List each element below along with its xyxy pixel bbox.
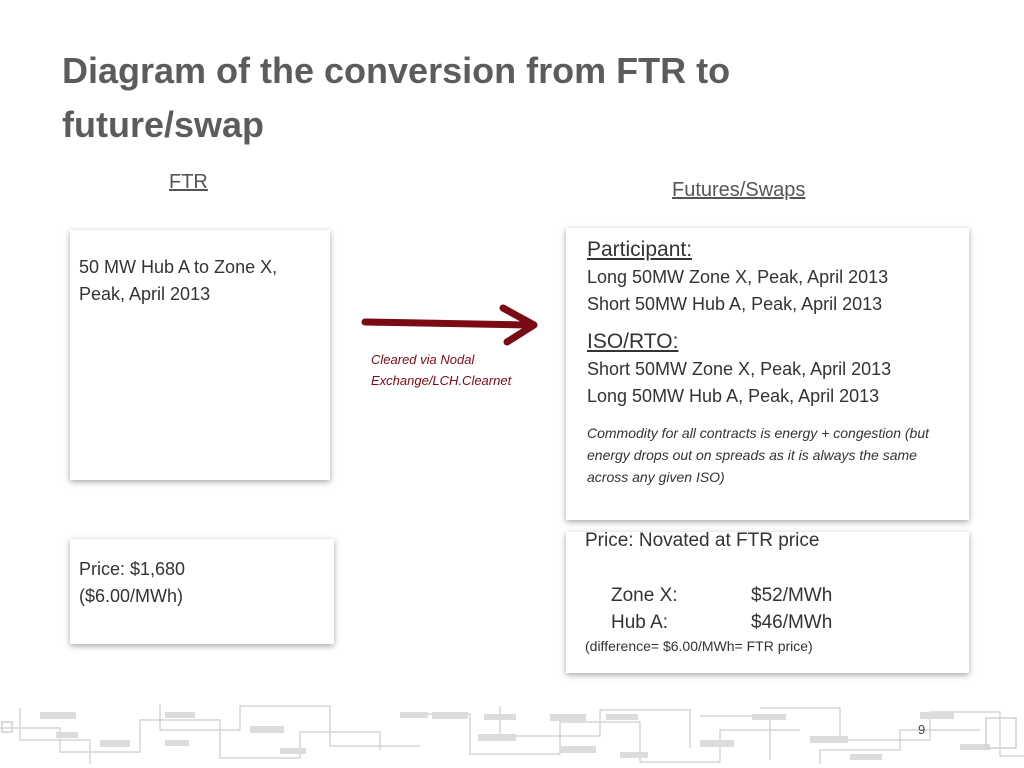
ftr-price-text	[79, 556, 185, 610]
ftr-heading: FTR	[169, 171, 208, 193]
participant-heading: Participant:	[587, 238, 693, 261]
ftr-price-box	[70, 539, 334, 644]
circuit-pattern-decoration	[0, 700, 1024, 768]
slide-title	[62, 44, 962, 152]
zone-x-price: $52/MWh	[751, 585, 833, 606]
page-number: 9	[918, 722, 926, 737]
futures-heading: Futures/Swaps	[672, 179, 806, 201]
futures-price-box	[566, 532, 969, 673]
ftr-price-line-2: ($6.00/MWh)	[79, 586, 184, 606]
participant-line-1: Long 50MW Zone X, Peak, April 2013	[587, 267, 889, 287]
ftr-contract-text	[79, 254, 324, 308]
futures-price-heading: Price: Novated at FTR price	[585, 530, 820, 551]
iso-rto-line-1: Short 50MW Zone X, Peak, April 2013	[587, 359, 892, 379]
futures-contract-box	[566, 228, 969, 520]
ftr-price-line-1: Price: $1,680	[79, 559, 186, 579]
clearing-label-line-1: Cleared via Nodal	[371, 352, 475, 367]
ftr-contract-line-1: 50 MW Hub A to Zone X,	[79, 257, 278, 277]
iso-rto-line-2: Long 50MW Hub A, Peak, April 2013	[587, 386, 880, 406]
hub-a-price: $46/MWh	[751, 612, 833, 633]
ftr-contract-line-2: Peak, April 2013	[79, 284, 211, 304]
difference-note: (difference= $6.00/MWh= FTR price)	[585, 638, 813, 654]
clearing-label	[371, 349, 511, 391]
hub-a-label: Hub A:	[611, 612, 669, 633]
clearing-label-line-2: Exchange/LCH.Clearnet	[371, 373, 512, 388]
commodity-note: Commodity for all contracts is energy + congestion (but energy drops out on spreads as it is always the same across any given ISO)	[587, 425, 929, 485]
futures-contract-content	[587, 236, 962, 488]
slide-title-line-1: Diagram of the conversion from FTR to	[62, 50, 731, 91]
zone-x-label: Zone X:	[611, 585, 678, 606]
participant-line-2: Short 50MW Hub A, Peak, April 2013	[587, 294, 883, 314]
slide-title-line-2: future/swap	[62, 104, 265, 145]
conversion-arrow	[360, 300, 550, 350]
ftr-contract-box	[70, 230, 330, 480]
iso-rto-heading: ISO/RTO:	[587, 330, 679, 353]
